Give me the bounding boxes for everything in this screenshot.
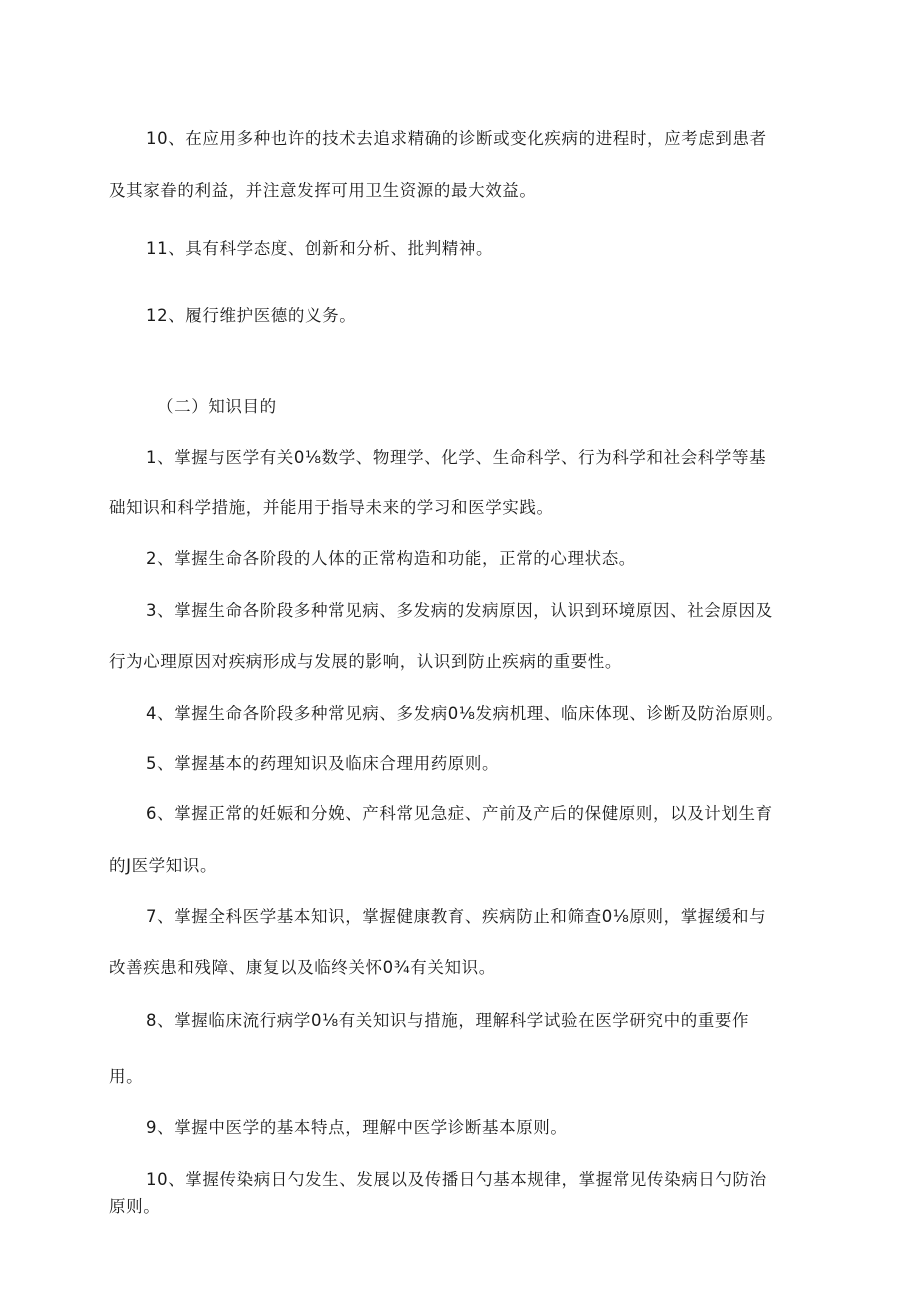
knowledge-7-line-1: 7、掌握全科医学基本知识，掌握健康教育、疾病防止和筛查0⅛原则，掌握缓和与 [146,907,767,926]
knowledge-4: 4、掌握生命各阶段多种常见病、多发病0⅛发病机理、临床体现、诊断及防治原则。 [146,704,784,723]
goal-12: 12、履行维护医德的义务。 [146,306,357,325]
knowledge-7-line-2: 改善疾患和残障、康复以及临终关怀0¾有关知识。 [109,958,496,977]
knowledge-2: 2、掌握生命各阶段的人体的正常构造和功能，正常的心理状态。 [146,549,636,568]
section-heading-knowledge: （二）知识目的 [157,397,277,416]
knowledge-10-line-1: 10、掌握传染病日勺发生、发展以及传播日勺基本规律，掌握常见传染病日勺防治 [146,1170,767,1189]
knowledge-3-line-1: 3、掌握生命各阶段多种常见病、多发病的发病原因，认识到环境原因、社会原因及 [146,601,773,620]
knowledge-1-line-1: 1、掌握与医学有关0⅛数学、物理学、化学、生命科学、行为科学和社会科学等基 [146,448,767,467]
knowledge-5: 5、掌握基本的药理知识及临床合理用药原则。 [146,754,500,773]
goal-10-line-2: 及其家眷的利益，并注意发挥可用卫生资源的最大效益。 [109,181,537,200]
knowledge-9: 9、掌握中医学的基本特点，理解中医学诊断基本原则。 [146,1118,568,1137]
knowledge-8-line-2: 用。 [109,1067,144,1086]
knowledge-10-line-2: 原则。 [109,1197,161,1216]
knowledge-8-line-1: 8、掌握临床流行病学0⅛有关知识与措施，理解科学试验在医学研究中的重要作 [146,1011,750,1030]
knowledge-6-line-2: 的J医学知识。 [109,856,218,875]
goal-10-line-1: 10、在应用多种也许的技术去追求精确的诊断或变化疾病的进程时，应考虑到患者 [146,129,767,148]
goal-11: 11、具有科学态度、创新和分析、批判精神。 [146,239,494,258]
knowledge-6-line-1: 6、掌握正常的妊娠和分娩、产科常见急症、产前及产后的保健原则，以及计划生育 [146,804,773,823]
knowledge-1-line-2: 础知识和科学措施，并能用于指导未来的学习和医学实践。 [109,498,554,517]
knowledge-3-line-2: 行为心理原因对疾病形成与发展的影响，认识到防止疾病的重要性。 [109,652,622,671]
